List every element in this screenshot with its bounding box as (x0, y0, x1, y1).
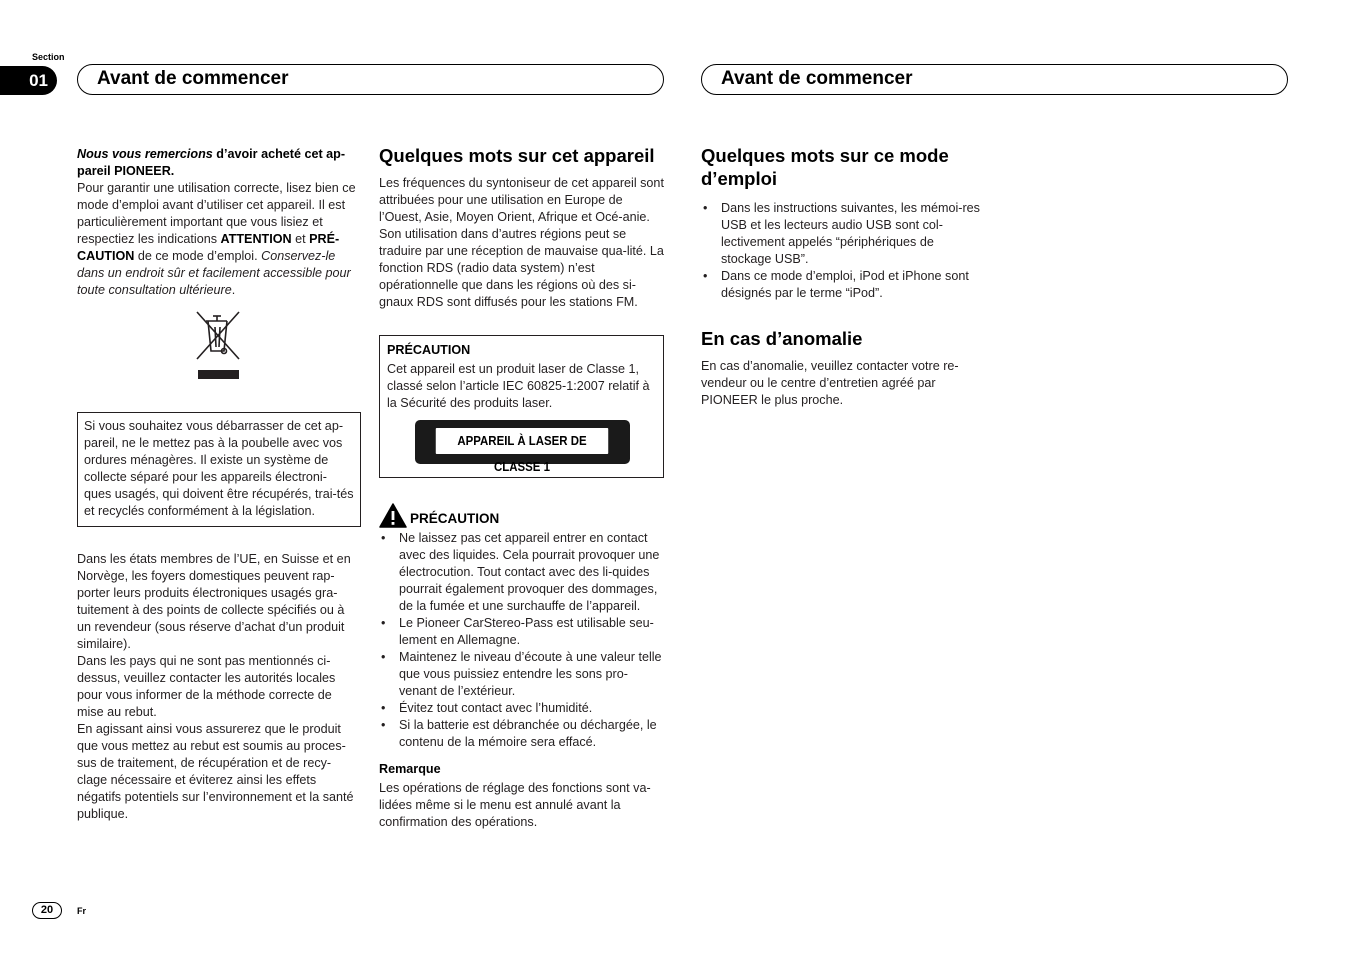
recycling-paragraph: En agissant ainsi vous assurerez que le produit que vous mettez au rebut est soumis au proces-sus de traitement, de récupération et de recy-clage nécessaire et éviterez ainsi les effets négatifs potentiels sur l’environnement et la santé publique. (77, 722, 354, 821)
usage-text-2: de ce mode d’emploi. (134, 249, 262, 263)
heading-about-manual: Quelques mots sur ce mode d’emploi (701, 145, 949, 189)
header-title-right: Avant de commencer (701, 64, 1288, 95)
column-left-bottom (77, 551, 361, 823)
et-word: et (291, 232, 310, 246)
list-item: • Ne laissez pas cet appareil entrer en contact avec des liquides. Cela pourrait provoquer une électrocution. Tout contact avec des li-quides pourrait également provoquer des dommages, de la fumée et une surchauffe de l’appareil. (379, 530, 664, 615)
list-item: • Le Pioneer CarStereo-Pass est utilisable seu-lement en Allemagne. (379, 615, 664, 649)
disposal-box-text: Si vous souhaitez vous débarrasser de cet ap-pareil, ne le mettez pas à la poubelle avec vos ordures ménagères. Il existe un système de collecte séparé pour les appareils électroni-ques usagés, qui doivent être récupérés, trai-tés et recyclés conformément à la législation. (84, 419, 354, 518)
tuner-frequency-paragraph: Les fréquences du syntoniseur de cet appareil sont attribuées pour une utilisation en Europe de l’Ouest, Asie, Moyen Orient, Afrique et Océ-anie. Son utilisation dans d’autres régions peut se traduire par une réception de mauvaise qua-lité. La fonction RDS (radio data system) n’est opérationnelle que dans les régions où des si-gnaux RDS sont diffusés pour les stations FM. (379, 176, 664, 309)
laser-box-text: Cet appareil est un produit laser de Classe 1, classé selon l’article IEC 60825-1:2007 relatif à la Sécurité des produits laser. (387, 362, 650, 410)
list-item: • Évitez tout contact avec l’humidité. (379, 700, 664, 717)
header-title-left: Avant de commencer (77, 64, 664, 95)
precaution-word: PRÉ-CAUTION (77, 232, 340, 263)
list-item: • Dans les instructions suivantes, les mémoi-res USB et les lecteurs audio USB sont col-lectivement appelés “périphériques de stockage USB”. (701, 200, 983, 268)
intro-italic: Nous vous remercions (77, 147, 213, 161)
note-text: Les opérations de réglage des fonctions sont va-lidées même si le menu est annulé avant la confirmation des opérations. (379, 781, 651, 829)
laser-box-title: PRÉCAUTION (387, 343, 471, 357)
other-countries-paragraph: Dans les pays qui ne sont pas mentionnés ci-dessus, veuillez contacter les autorités locales pour vous informer de la méthode correcte de mise au rebut. (77, 654, 336, 719)
attention-word: ATTENTION (220, 232, 292, 246)
precaution-list (379, 530, 664, 831)
heading-about-unit: Quelques mots sur cet appareil (379, 145, 655, 166)
page-number: 20 (32, 902, 62, 919)
laser-class-label (415, 420, 630, 474)
usage-text: Pour garantir une utilisation correcte, lisez bien ce mode d’emploi avant d’utiliser cet appareil. Il est particulièrement important que vous lisiez et respectiez les indications (77, 181, 356, 246)
intro-rest: d’avoir acheté cet ap-pareil PIONEER. (77, 147, 346, 178)
intro-paragraph (77, 146, 361, 180)
list-item: • Maintenez le niveau d’écoute à une valeur telle que vous puissiez entendre les sons pro-venant de l’extérieur. (379, 649, 664, 700)
warning-title: PRÉCAUTION (410, 511, 500, 526)
disposal-info-box (77, 412, 361, 527)
language-code: Fr (77, 906, 86, 916)
section-label: Section (32, 52, 65, 62)
section-number-tab: 01 (0, 66, 57, 95)
eu-disposal-paragraph: Dans les états membres de l’UE, en Suisse et en Norvège, les foyers domestiques peuvent rap-porter leurs produits électroniques usagés gra-tuitement à des points de collecte spécifiés ou à un revendeur (sous réserve d’achat d’un produit similaire). (77, 552, 351, 651)
usage-paragraph (77, 180, 361, 299)
note-title: Remarque (379, 762, 441, 776)
crossed-out-wheelie-bin-icon (193, 309, 243, 381)
keep-manual-text: Conservez-le dans un endroit sûr et facilement accessible pour toute consultation ultérieure (77, 249, 351, 297)
column-right (701, 144, 983, 409)
warning-triangle-icon (379, 503, 407, 528)
troubleshooting-paragraph: En cas d’anomalie, veuillez contacter votre re-vendeur ou le centre d’entretien agréé par PIONEER le plus proche. (701, 359, 959, 407)
heading-troubleshooting: En cas d’anomalie (701, 328, 863, 349)
column-middle (379, 144, 664, 311)
list-item: • Si la batterie est débranchée ou déchargée, le contenu de la mémoire sera effacé. (379, 717, 664, 751)
usage-end: . (231, 283, 236, 297)
list-item: • Dans ce mode d’emploi, iPod et iPhone sont désignés par le terme “iPod”. (701, 268, 983, 302)
laser-class-label-text: APPAREIL À LASER DE CLASSE 1 (436, 428, 608, 454)
column-left (77, 146, 361, 299)
